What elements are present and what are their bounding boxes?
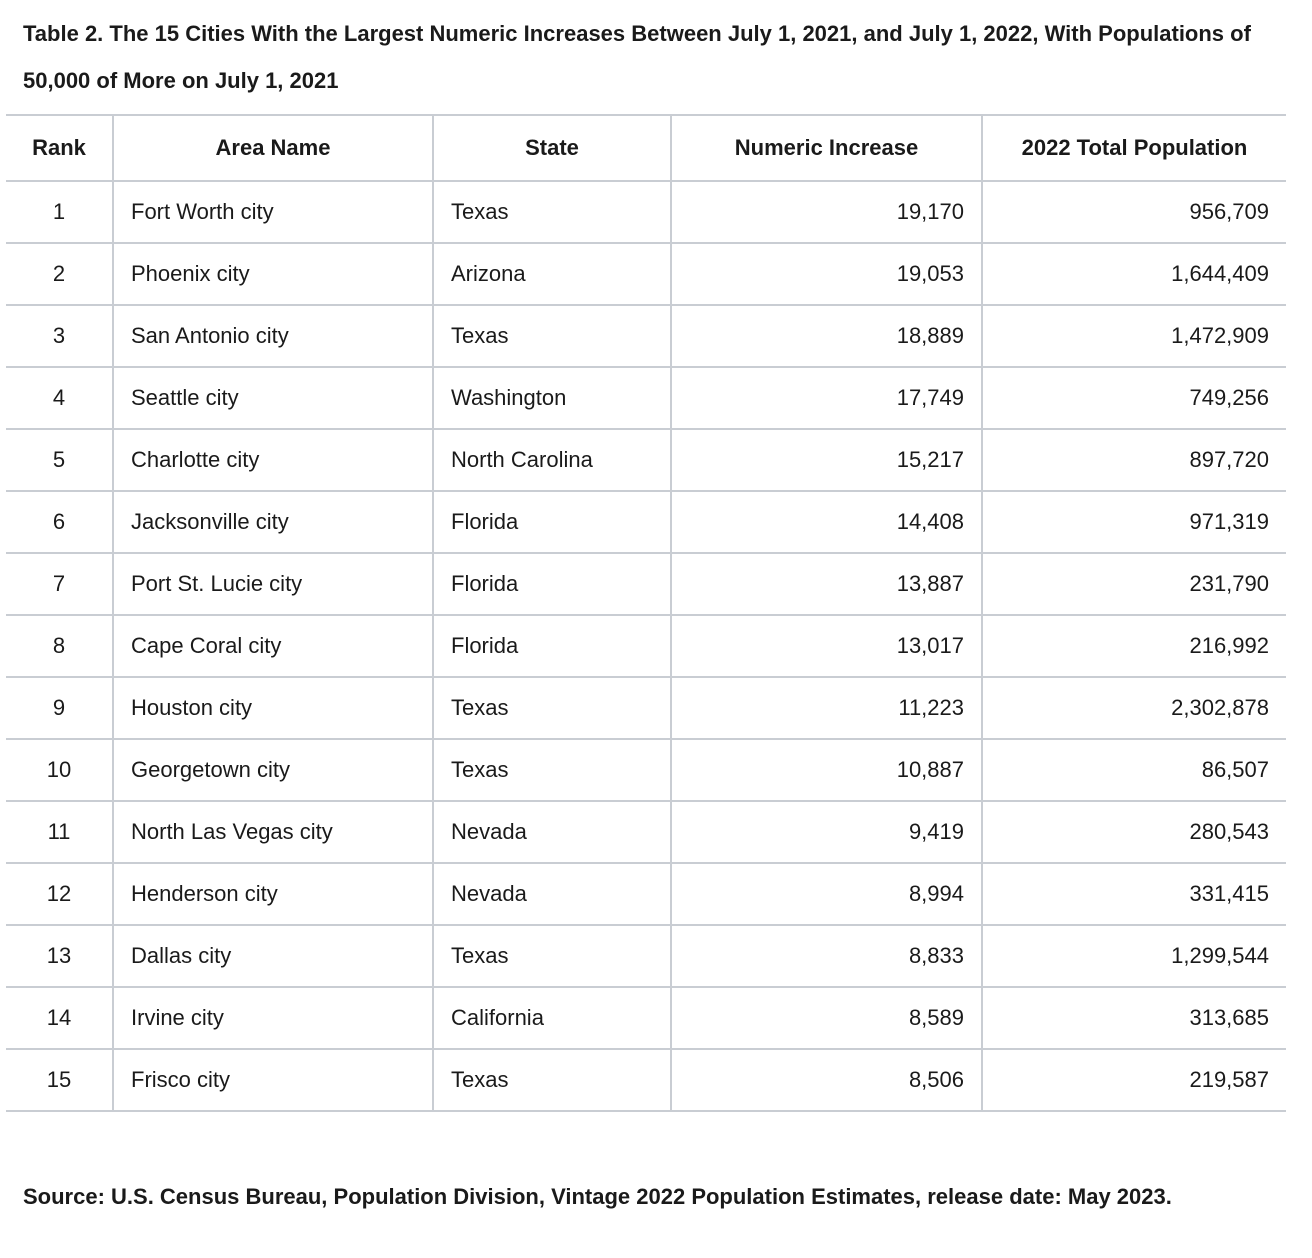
cell-area-name: Dallas city [113, 925, 433, 987]
cell-area-name: Port St. Lucie city [113, 553, 433, 615]
table-header-row [6, 115, 1286, 181]
cell-numeric-increase: 19,170 [671, 181, 982, 243]
column-header-numeric-increase: Numeric Increase [671, 115, 982, 181]
cell-area-name: Charlotte city [113, 429, 433, 491]
table-row [6, 925, 1286, 987]
cell-numeric-increase: 19,053 [671, 243, 982, 305]
cell-area-name: Cape Coral city [113, 615, 433, 677]
cell-state: Arizona [433, 243, 671, 305]
cell-state: Texas [433, 739, 671, 801]
cell-numeric-increase: 18,889 [671, 305, 982, 367]
cell-numeric-increase: 15,217 [671, 429, 982, 491]
cell-area-name: Phoenix city [113, 243, 433, 305]
cell-total-population: 231,790 [982, 553, 1286, 615]
cell-rank: 10 [6, 739, 113, 801]
cell-area-name: Georgetown city [113, 739, 433, 801]
table-row [6, 243, 1286, 305]
cell-rank: 7 [6, 553, 113, 615]
table-row [6, 553, 1286, 615]
cell-area-name: Irvine city [113, 987, 433, 1049]
table-row [6, 615, 1286, 677]
table-row [6, 677, 1286, 739]
cell-rank: 3 [6, 305, 113, 367]
cell-state: Texas [433, 677, 671, 739]
cell-state: Florida [433, 553, 671, 615]
table-body [6, 181, 1286, 1111]
cell-state: Washington [433, 367, 671, 429]
table-title: Table 2. The 15 Cities With the Largest Numeric Increases Between July 1, 2021, and July 1, 2022, With Populations of 50,000 of More on July 1, 2021 [23, 21, 1251, 93]
cell-numeric-increase: 10,887 [671, 739, 982, 801]
cell-rank: 9 [6, 677, 113, 739]
cell-rank: 5 [6, 429, 113, 491]
cell-total-population: 971,319 [982, 491, 1286, 553]
cell-rank: 14 [6, 987, 113, 1049]
cell-total-population: 749,256 [982, 367, 1286, 429]
source-note: Source: U.S. Census Bureau, Population Division, Vintage 2022 Population Estimates, release date: May 2023. [23, 1184, 1172, 1209]
cell-state: Florida [433, 491, 671, 553]
cell-rank: 15 [6, 1049, 113, 1111]
cell-total-population: 1,644,409 [982, 243, 1286, 305]
cell-area-name: Seattle city [113, 367, 433, 429]
cell-total-population: 897,720 [982, 429, 1286, 491]
cell-rank: 1 [6, 181, 113, 243]
cell-rank: 8 [6, 615, 113, 677]
cell-total-population: 216,992 [982, 615, 1286, 677]
cell-area-name: Houston city [113, 677, 433, 739]
table-row [6, 491, 1286, 553]
cell-total-population: 1,299,544 [982, 925, 1286, 987]
cell-numeric-increase: 8,506 [671, 1049, 982, 1111]
cell-state: Nevada [433, 801, 671, 863]
cell-numeric-increase: 8,589 [671, 987, 982, 1049]
table-row [6, 739, 1286, 801]
cell-area-name: San Antonio city [113, 305, 433, 367]
cell-numeric-increase: 17,749 [671, 367, 982, 429]
column-header-rank: Rank [6, 115, 113, 181]
cell-numeric-increase: 13,017 [671, 615, 982, 677]
table-row [6, 429, 1286, 491]
column-header-state: State [433, 115, 671, 181]
cell-rank: 2 [6, 243, 113, 305]
cell-state: Texas [433, 181, 671, 243]
cell-numeric-increase: 8,833 [671, 925, 982, 987]
cell-total-population: 86,507 [982, 739, 1286, 801]
cell-state: North Carolina [433, 429, 671, 491]
cell-total-population: 2,302,878 [982, 677, 1286, 739]
cell-total-population: 280,543 [982, 801, 1286, 863]
cell-rank: 4 [6, 367, 113, 429]
cell-total-population: 1,472,909 [982, 305, 1286, 367]
table-row [6, 1049, 1286, 1111]
cell-rank: 12 [6, 863, 113, 925]
cell-state: Texas [433, 1049, 671, 1111]
cell-state: Florida [433, 615, 671, 677]
cell-rank: 6 [6, 491, 113, 553]
table-row [6, 367, 1286, 429]
cell-numeric-increase: 11,223 [671, 677, 982, 739]
cell-numeric-increase: 9,419 [671, 801, 982, 863]
table-row [6, 863, 1286, 925]
cell-state: Nevada [433, 863, 671, 925]
cell-rank: 11 [6, 801, 113, 863]
table-row [6, 801, 1286, 863]
column-header-area-name: Area Name [113, 115, 433, 181]
cell-numeric-increase: 8,994 [671, 863, 982, 925]
cell-numeric-increase: 13,887 [671, 553, 982, 615]
table-row [6, 987, 1286, 1049]
cell-rank: 13 [6, 925, 113, 987]
cell-state: Texas [433, 305, 671, 367]
table-row [6, 181, 1286, 243]
cell-state: California [433, 987, 671, 1049]
cell-area-name: Frisco city [113, 1049, 433, 1111]
population-table [6, 114, 1286, 1112]
column-header-total-population: 2022 Total Population [982, 115, 1286, 181]
cell-total-population: 219,587 [982, 1049, 1286, 1111]
cell-area-name: North Las Vegas city [113, 801, 433, 863]
cell-total-population: 313,685 [982, 987, 1286, 1049]
cell-area-name: Jacksonville city [113, 491, 433, 553]
table-row [6, 305, 1286, 367]
cell-state: Texas [433, 925, 671, 987]
cell-area-name: Henderson city [113, 863, 433, 925]
cell-total-population: 956,709 [982, 181, 1286, 243]
cell-numeric-increase: 14,408 [671, 491, 982, 553]
cell-total-population: 331,415 [982, 863, 1286, 925]
cell-area-name: Fort Worth city [113, 181, 433, 243]
